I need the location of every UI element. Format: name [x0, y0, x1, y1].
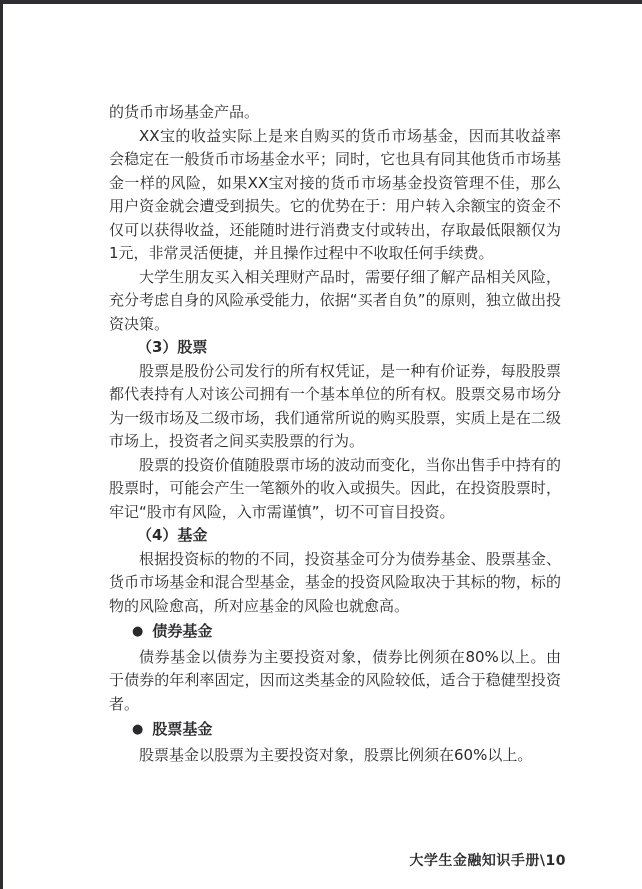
bullet-heading-bond-fund	[109, 620, 561, 644]
heading-funds: （4）基金	[137, 526, 208, 544]
bullet-heading-bond-fund-label: 债券基金	[152, 622, 213, 640]
paragraph-money-fund-product: 的货币市场基金产品。	[109, 103, 260, 121]
paragraph-fund-types: 根据投资标的物的不同，投资基金可分为债券基金、股票基金、货币市场基金和混合型基金，基金的投资风险取决于其标的物，标的物的风险愈高，所对应基金的风险也就愈高。	[109, 549, 561, 615]
bullet-icon: ●	[132, 624, 144, 639]
paragraph-stock-fund: 股票基金以股票为主要投资对象，股票比例须在60%以上。	[139, 745, 533, 764]
paragraph-stock-risk: 股票的投资价值随股票市场的波动而变化，当你出售手中持有的股票时，可能会产生一笔额外的收入或损失。因此，在投资股票时，牢记“股市有风险，入市需谨慎”，切不可盲目投资。	[109, 455, 561, 521]
bullet-heading-stock-fund	[109, 718, 561, 742]
bullet-icon: ●	[132, 722, 144, 737]
page-body	[109, 101, 561, 767]
paragraph-investor-advice: 大学生朋友买入相关理财产品时，需要仔细了解产品相关风险，充分考虑自身的风险承受能力，依据“买者自负”的原则，独立做出投资决策。	[109, 267, 561, 333]
heading-stocks: （3）股票	[137, 338, 208, 356]
bullet-heading-stock-fund-label: 股票基金	[152, 720, 213, 738]
paragraph-stock-definition: 股票是股份公司发行的所有权凭证，是一种有价证券，每股股票都代表持有人对该公司拥有一个基本单位的所有权。股票交易市场分为一级市场及二级市场，我们通常所说的购买股票，实质上是在二级市场上，投资者之间买卖股票的行为。	[109, 361, 561, 450]
paragraph-bond-fund: 债券基金以债券为主要投资对象，债券比例须在80%以上。由于债券的年利率固定，因而这类基金的风险较低，适合于稳健型投资者。	[109, 647, 561, 713]
page-footer: 大学生金融知识手册\10	[409, 853, 566, 869]
paragraph-xx-bao-returns: XX宝的收益实际上是来自购买的货币市场基金，因而其收益率会稳定在一般货币市场基金水平；同时，它也具有同其他货币市场基金一样的风险，如果XX宝对接的货币市场基金投资管理不佳，那么用户资金就会遭受到损失。它的优势在于：用户转入余额宝的资金不仅可以获得收益，还能随时进行消费支付或转出，存取最低限额仅为1元，非常灵活便捷，并且操作过程中不收取任何手续费。	[109, 126, 561, 262]
